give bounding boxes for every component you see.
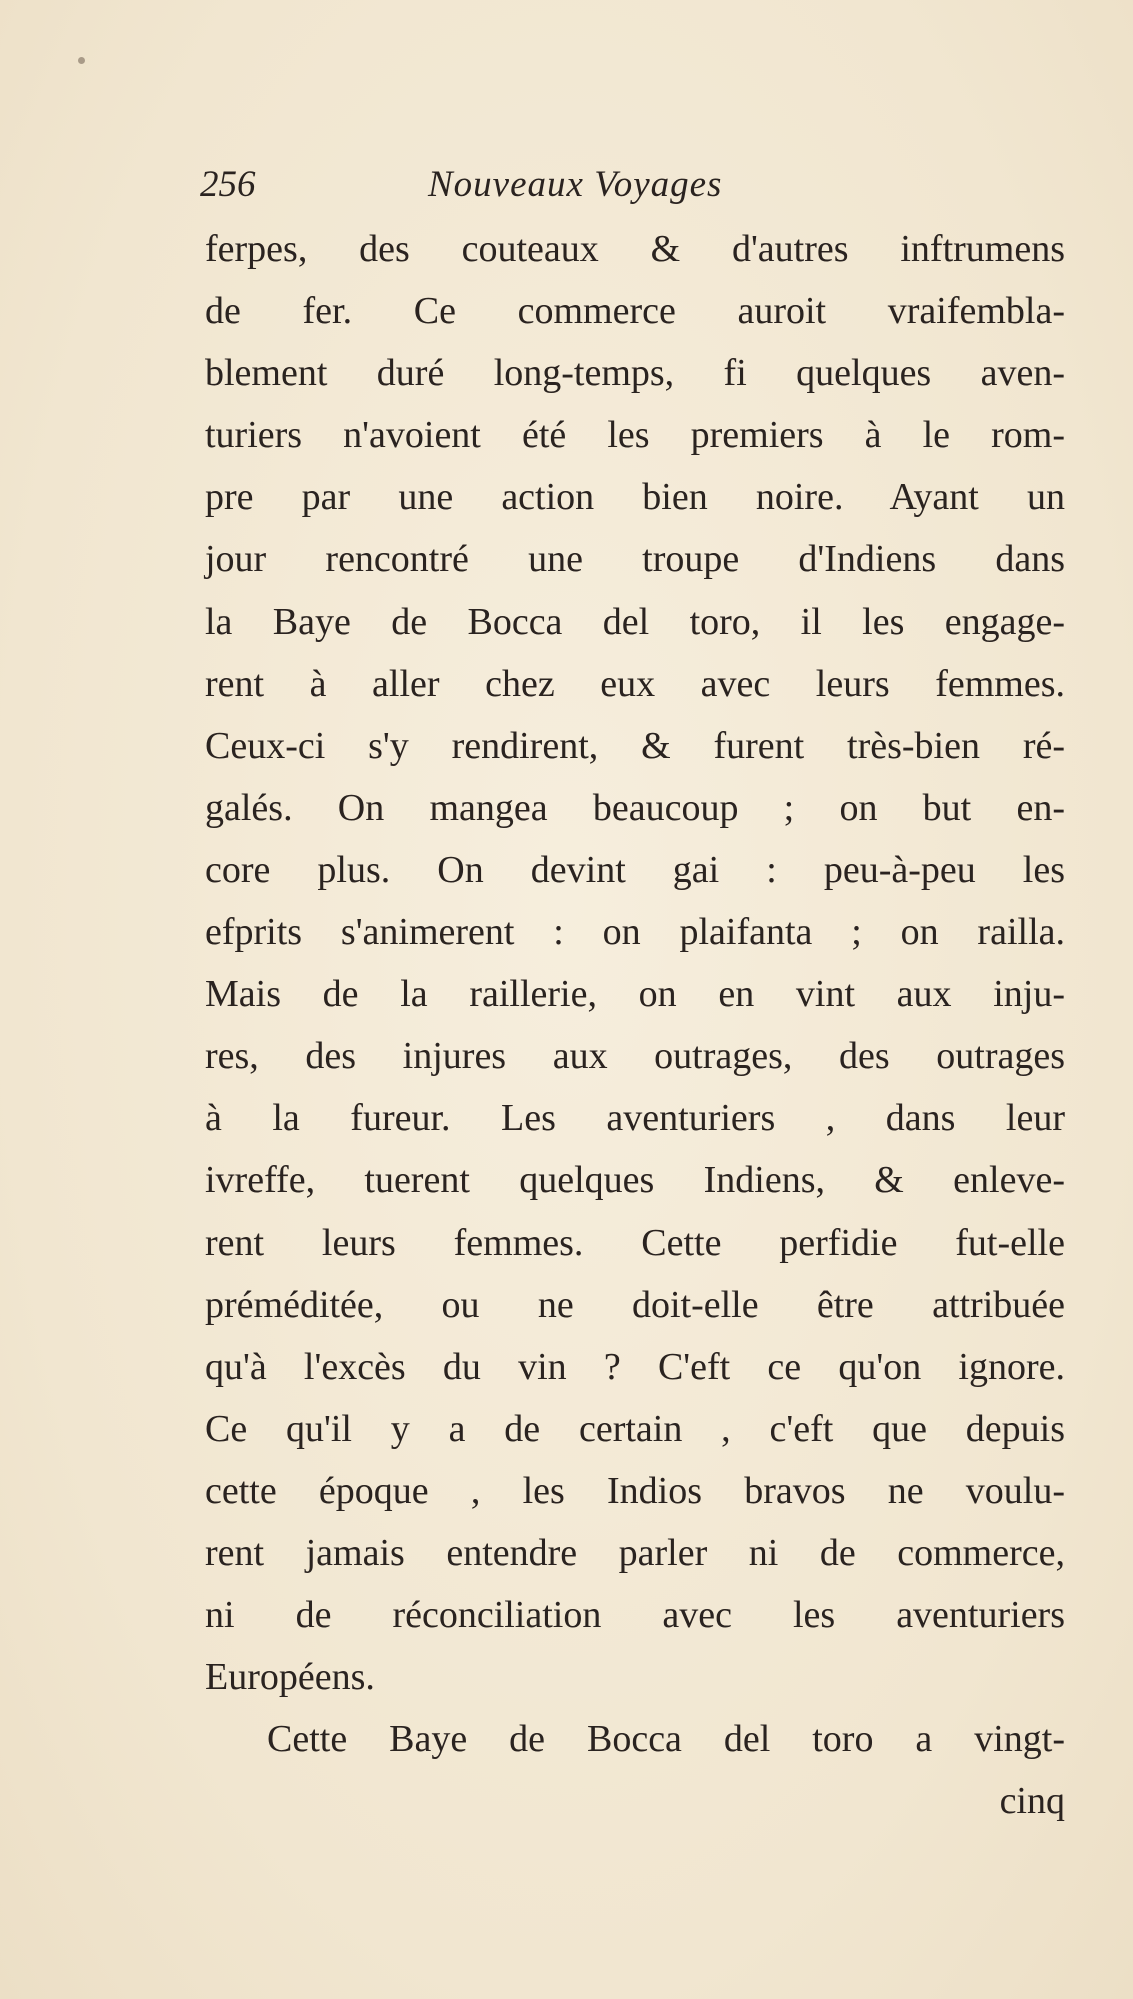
text-line: jour rencontré une troupe d'Indiens dans [205, 538, 1065, 581]
text-line: res, des injures aux outrages, des outrages [205, 1035, 1065, 1078]
page-header [200, 160, 900, 210]
running-title: Nouveaux Voyages [428, 164, 723, 205]
text-line: qu'à l'excès du vin ? C'eft ce qu'on ignore. [205, 1345, 1065, 1388]
text-line: la Baye de Bocca del toro, il les engage- [205, 600, 1065, 643]
text-line: cette époque , les Indios bravos ne voulu- [205, 1469, 1065, 1512]
text-line: ivreffe, tuerent quelques Indiens, & enleve- [205, 1159, 1065, 1202]
text-line: Cette Baye de Bocca del toro a vingt- [267, 1718, 1065, 1761]
text-line: rent jamais entendre parler ni de commerce, [205, 1531, 1065, 1574]
text-line: Européens. [205, 1656, 375, 1699]
text-line: préméditée, ou ne doit-elle être attribuée [205, 1283, 1065, 1326]
text-line: rent à aller chez eux avec leurs femmes. [205, 662, 1065, 705]
text-line: ferpes, des couteaux & d'autres inftrumens [205, 228, 1065, 270]
text-line: ni de réconciliation avec les aventuriers [205, 1594, 1065, 1637]
page-number: 256 [200, 164, 256, 205]
text-line: pre par une action bien noire. Ayant un [205, 476, 1065, 519]
paper-spot [78, 57, 85, 64]
text-line: efprits s'animerent : on plaifanta ; on railla. [205, 911, 1065, 954]
catchword: cinq [999, 1780, 1065, 1823]
text-line: rent leurs femmes. Cette perfidie fut-elle [205, 1221, 1065, 1264]
text-line: à la fureur. Les aventuriers , dans leur [205, 1097, 1065, 1140]
text-line: Mais de la raillerie, on en vint aux inju- [205, 973, 1065, 1016]
text-line: Ceux-ci s'y rendirent, & furent très-bien ré- [205, 724, 1065, 767]
text-line: de fer. Ce commerce auroit vraifembla- [205, 290, 1065, 333]
text-line: turiers n'avoient été les premiers à le rom- [205, 414, 1065, 457]
text-line: galés. On mangea beaucoup ; on but en- [205, 786, 1065, 829]
text-line: core plus. On devint gai : peu-à-peu les [205, 848, 1065, 891]
text-line: Ce qu'il y a de certain , c'eft que depuis [205, 1407, 1065, 1450]
body-text [205, 218, 1075, 1832]
text-line: blement duré long-temps, fi quelques aven- [205, 352, 1065, 395]
